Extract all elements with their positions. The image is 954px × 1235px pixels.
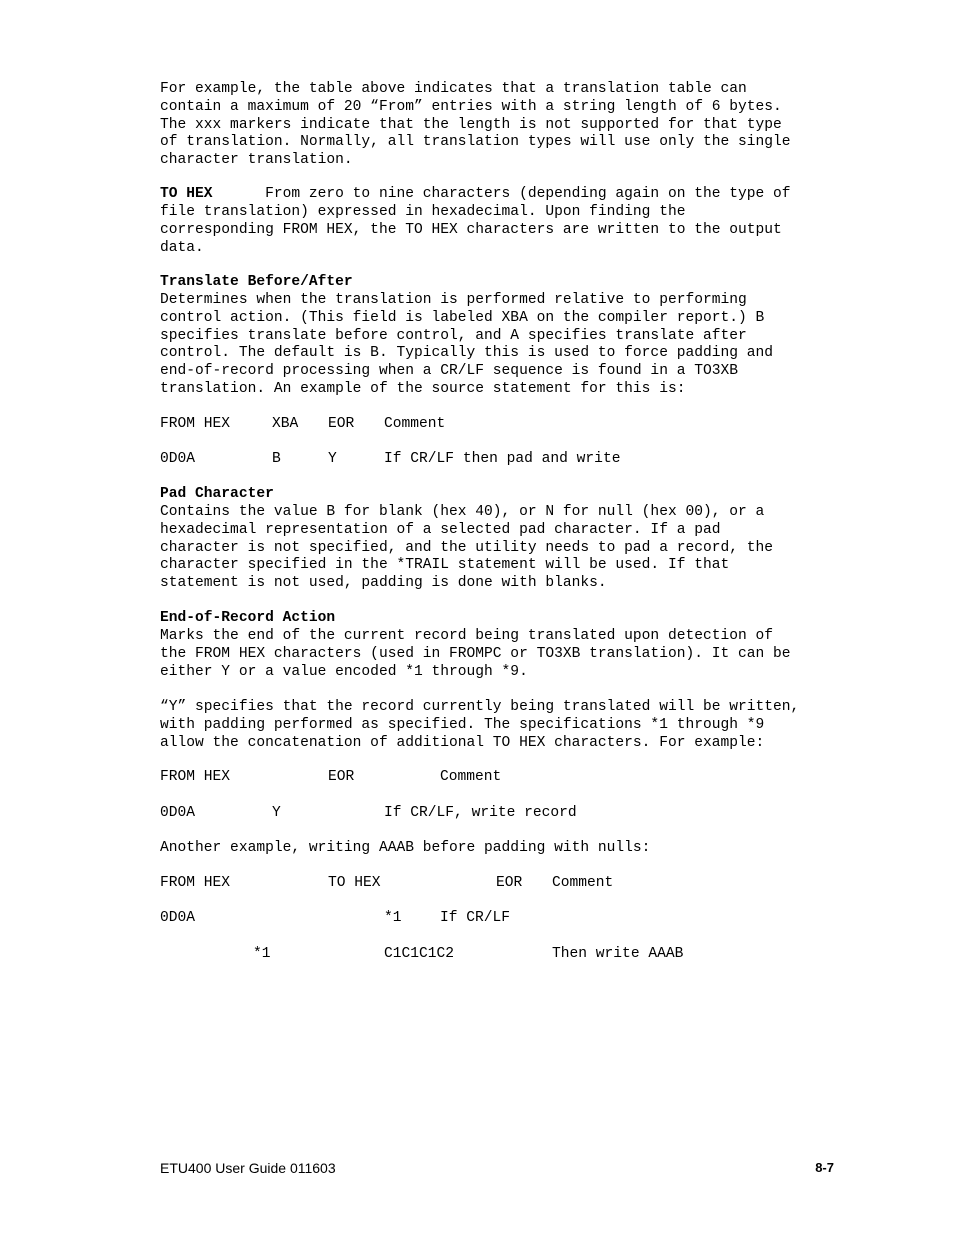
example3-row1-eor: *1 bbox=[384, 910, 402, 926]
example1-header bbox=[160, 416, 880, 434]
example3-col-to-hex: TO HEX bbox=[328, 875, 381, 891]
page-number: 8-7 bbox=[815, 1160, 834, 1175]
pad-heading: Pad Character bbox=[160, 486, 274, 502]
another-example-paragraph: Another example, writing AAAB before padding with nulls: bbox=[160, 840, 651, 856]
example3-row-2 bbox=[160, 946, 880, 964]
example3-row1-from-hex: 0D0A bbox=[160, 910, 196, 926]
example3-row1-comment: If CR/LF bbox=[440, 910, 511, 926]
example2-row bbox=[160, 805, 880, 823]
to-hex-definition bbox=[160, 186, 791, 204]
example2-col-eor: EOR bbox=[328, 769, 355, 785]
intro-paragraph: For example, the table above indicates that a translation table can contain a maximum of 20 “From” entries with a string length of 6 bytes. The xxx markers indicate that the length is not supported for that type of translation. Normally, all translation types will use only the single character translation. bbox=[160, 81, 791, 169]
translate-heading: Translate Before/After bbox=[160, 274, 353, 290]
example1-eor: Y bbox=[328, 451, 337, 467]
example2-from-hex: 0D0A bbox=[160, 805, 196, 821]
example3-row2-comment: Then write AAAB bbox=[552, 946, 684, 962]
example1-col-from-hex: FROM HEX bbox=[160, 416, 231, 432]
translate-body: Determines when the translation is performed relative to performing control action. (This field is labeled XBA on the compiler report.) B specifies translate before control, and A specifies translate after control. The default is B. Typically this is used to force padding and end-of-record processing when a CR/LF sequence is found in a TO3XB translation. An example of the source statement for this is: bbox=[160, 292, 774, 397]
example3-col-from-hex: FROM HEX bbox=[160, 875, 231, 891]
example1-col-xba: XBA bbox=[272, 416, 299, 432]
example3-row2-from-hex: *1 bbox=[253, 946, 271, 962]
example1-col-comment: Comment bbox=[384, 416, 446, 432]
to-hex-term: TO HEX bbox=[160, 186, 213, 202]
example2-col-from-hex: FROM HEX bbox=[160, 769, 231, 785]
example3-col-comment: Comment bbox=[552, 875, 614, 891]
example1-from-hex: 0D0A bbox=[160, 451, 196, 467]
y-paragraph: “Y” specifies that the record currently being translated will be written, with padding performed as specified. The specifications *1 through *9 allow the concatenation of additional TO HEX characters. For example: bbox=[160, 699, 800, 751]
pad-body: Contains the value B for blank (hex 40), or N for null (hex 00), or a hexadecimal representation of a selected pad character. If a pad character is not specified, and the utility needs to pad a record, the character specified in the *TRAIL statement will be used. If that statement is not used, padding is done with blanks. bbox=[160, 504, 774, 592]
example1-comment: If CR/LF then pad and write bbox=[384, 451, 621, 467]
example3-row-1 bbox=[160, 910, 880, 928]
example3-row2-to-hex: C1C1C1C2 bbox=[384, 946, 455, 962]
example2-col-comment: Comment bbox=[440, 769, 502, 785]
page-footer bbox=[160, 1160, 834, 1178]
to-hex-first-line: From zero to nine characters (depending again on the type of bbox=[212, 186, 791, 202]
example2-eor: Y bbox=[272, 805, 281, 821]
example2-header bbox=[160, 769, 880, 787]
eor-heading: End-of-Record Action bbox=[160, 610, 336, 626]
example1-col-eor: EOR bbox=[328, 416, 355, 432]
example2-comment: If CR/LF, write record bbox=[384, 805, 577, 821]
example1-row bbox=[160, 451, 880, 469]
to-hex-description: file translation) expressed in hexadecimal. Upon finding the corresponding FROM HEX, the TO HEX characters are written to the output data. bbox=[160, 204, 782, 256]
footer-title: ETU400 User Guide 011603 bbox=[160, 1160, 336, 1176]
example3-col-eor: EOR bbox=[496, 875, 523, 891]
eor-body: Marks the end of the current record being translated upon detection of the FROM HEX characters (used in FROMPC or TO3XB translation). It can be either Y or a value encoded *1 through *9. bbox=[160, 628, 791, 680]
example3-header bbox=[160, 875, 880, 893]
example1-xba: B bbox=[272, 451, 281, 467]
